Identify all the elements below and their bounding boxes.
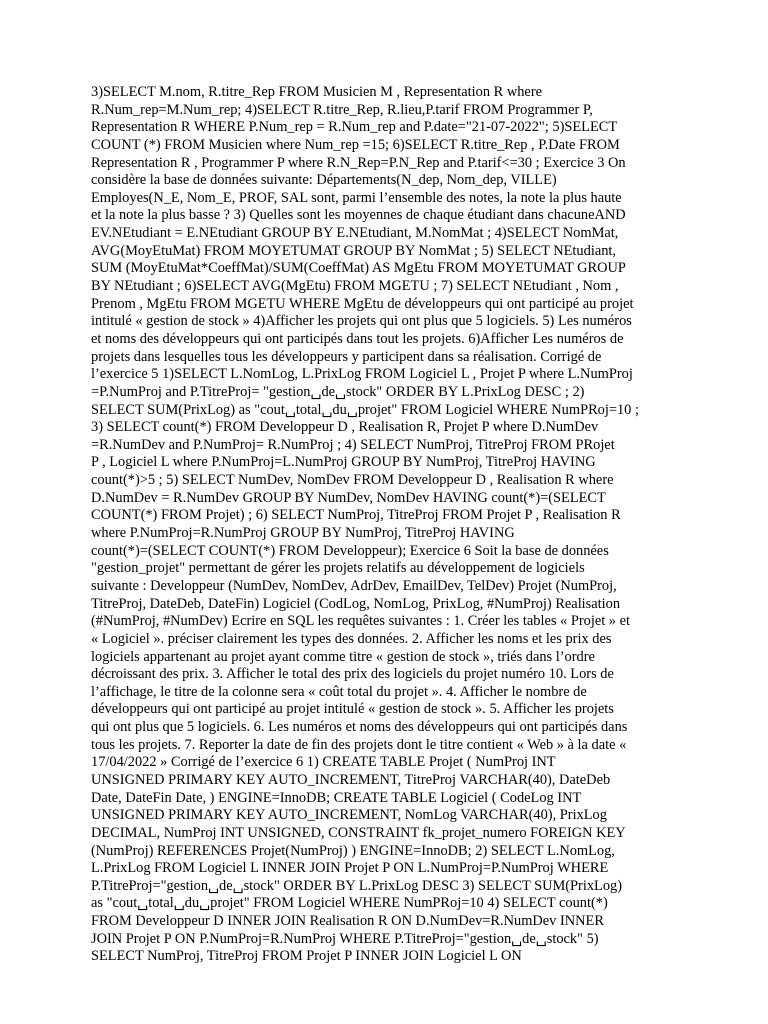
text-line: "gestion_projet" permettant de gérer les projets relatifs au développement de logiciels [91,560,585,577]
text-line: =P.NumProj and P.TitreProj= "gestion␣de␣stock" ORDER BY L.PrixLog DESC ; 2) [91,383,585,400]
text-line: DECIMAL, NumProj INT UNSIGNED, CONSTRAINT fk_projet_numero FOREIGN KEY [91,824,626,841]
text-line: EV.NEtudiant = E.NEtudiant GROUP BY E.NEtudiant, M.NomMat ; 4)SELECT NomMat, [91,225,619,242]
text-line: D.NumDev = R.NumDev GROUP BY NumDev, NomDev HAVING count(*)=(SELECT [91,489,606,506]
text-line: FROM Developpeur D INNER JOIN Realisation R ON D.NumDev=R.NumDev INNER [91,913,604,930]
text-line: count(*)=(SELECT COUNT(*) FROM Developpeur); Exercice 6 Soit la base de données [91,542,609,559]
text-line: logiciels appartenant au projet ayant comme titre « gestion de stock », triés dans l’ordre [91,648,595,665]
text-line: l’exercice 5 1)SELECT L.NomLog, L.PrixLog FROM Logiciel L , Projet P where L.NumProj [91,366,633,383]
text-line: suivante : Developpeur (NumDev, NomDev, AdrDev, EmailDev, TelDev) Projet (NumProj, [91,577,617,594]
document-body-text [91,84,691,966]
text-line: Representation R WHERE P.Num_rep = R.Num_rep and P.date="21-07-2022"; 5)SELECT [91,119,618,136]
text-line: P , Logiciel L where P.NumProj=L.NumProj GROUP BY NumProj, TitreProj HAVING [91,454,596,471]
text-line: « Logiciel ». préciser clairement les types des données. 2. Afficher les noms et les prix des [91,630,612,647]
text-line: AVG(MoyEtuMat) FROM MOYETUMAT GROUP BY NomMat ; 5) SELECT NEtudiant, [91,242,617,259]
text-line: tous les projets. 7. Reporter la date de fin des projets dont le titre contient « Web » à la date « [91,736,627,753]
text-line: SELECT NumProj, TitreProj FROM Projet P INNER JOIN Logiciel L ON [91,948,522,965]
text-line: TitreProj, DateDeb, DateFin) Logiciel (CodLog, NomLog, PrixLog, #NumProj) Realisation [91,595,621,612]
text-line: UNSIGNED PRIMARY KEY AUTO_INCREMENT, TitreProj VARCHAR(40), DateDeb [91,771,611,788]
text-line: UNSIGNED PRIMARY KEY AUTO_INCREMENT, NomLog VARCHAR(40), PrixLog [91,807,607,824]
text-line: =R.NumDev and P.NumProj= R.NumProj ; 4) SELECT NumProj, TitreProj FROM PRojet [91,436,615,453]
text-line: where P.NumProj=R.NumProj GROUP BY NumProj, TitreProj HAVING [91,525,515,542]
text-line: COUNT(*) FROM Projet) ; 6) SELECT NumProj, TitreProj FROM Projet P , Realisation R [91,507,621,524]
text-line: COUNT (*) FROM Musicien where Num_rep =15; 6)SELECT R.titre_Rep , P.Date FROM [91,136,620,153]
text-line: qui ont plus que 5 logiciels. 6. Les numéros et noms des développeurs qui ont participés dans [91,719,628,736]
text-line: L.PrixLog FROM Logiciel L INNER JOIN Projet P ON L.NumProj=P.NumProj WHERE [91,860,609,877]
text-line: intitulé « gestion de stock » 4)Afficher les projets qui ont plus que 5 logiciels. 5) Les numéros [91,313,632,330]
text-line: JOIN Projet P ON P.NumProj=R.NumProj WHERE P.TitreProj="gestion␣de␣stock" 5) [91,930,599,947]
text-line: SUM (MoyEtuMat*CoeffMat)/SUM(CoeffMat) AS MgEtu FROM MOYETUMAT GROUP [91,260,626,277]
text-line: (NumProj) REFERENCES Projet(NumProj) ) ENGINE=InnoDB; 2) SELECT L.NomLog, [91,842,615,859]
text-line: 17/04/2022 » Corrigé de l’exercice 6 1) CREATE TABLE Projet ( NumProj INT [91,754,556,771]
text-line: P.TitreProj="gestion␣de␣stock" ORDER BY L.PrixLog DESC 3) SELECT SUM(PrixLog) [91,877,623,894]
text-line: 3)SELECT M.nom, R.titre_Rep FROM Musicien M , Representation R where [91,84,542,100]
text-line: SELECT SUM(PrixLog) as "cout␣total␣du␣projet" FROM Logiciel WHERE NumPRoj=10 ; [91,401,639,418]
text-line: Representation R , Programmer P where R.N_Rep=P.N_Rep and P.tarif<=30 ; Exercice 3 On [91,154,626,171]
text-line: développeurs qui ont participé au projet intitulé « gestion de stock ». 5. Afficher les projets [91,701,614,718]
text-line: R.Num_rep=M.Num_rep; 4)SELECT R.titre_Rep, R.lieu,P.tarif FROM Programmer P, [91,101,593,118]
text-line: (#NumProj, #NumDev) Ecrire en SQL les requêtes suivantes : 1. Créer les tables « Projet » et [91,613,630,630]
text-line: et noms des développeurs qui ont participés dans tout les projets. 6)Afficher Les numéros de [91,330,624,347]
text-line: décroissant des prix. 3. Afficher le total des prix des logiciels du projet numéro 10. Lors de [91,666,614,683]
text-line: l’affichage, le titre de la colonne sera « coût total du projet ». 4. Afficher le nombre de [91,683,587,700]
text-line: count(*)>5 ; 5) SELECT NumDev, NomDev FROM Developpeur D , Realisation R where [91,472,614,489]
text-line: projets dans lesquelles tous les développeurs y participent dans sa réalisation. Corrigé de [91,348,602,365]
text-line: BY NEtudiant ; 6)SELECT AVG(MgEtu) FROM MGETU ; 7) SELECT NEtudiant , Nom , [91,278,619,295]
text-line: Date, DateFin Date, ) ENGINE=InnoDB; CREATE TABLE Logiciel ( CodeLog INT [91,789,582,806]
text-line: as "cout␣total␣du␣projet" FROM Logiciel WHERE NumPRoj=10 4) SELECT count(*) [91,895,608,912]
text-line: Prenom , MgEtu FROM MGETU WHERE MgEtu de développeurs qui ont participé au projet [91,295,634,312]
text-line: considère la base de données suivante: Départements(N_dep, Nom_dep, VILLE) [91,172,557,189]
text-line: Employes(N_E, Nom_E, PROF, SAL sont, parmi l’ensemble des notes, la note la plus haute [91,189,622,206]
text-line: 3) SELECT count(*) FROM Developpeur D , Realisation R, Projet P where D.NumDev [91,419,599,436]
text-line: et la note la plus basse ? 3) Quelles sont les moyennes de chaque étudiant dans chacuneAND [91,207,626,224]
